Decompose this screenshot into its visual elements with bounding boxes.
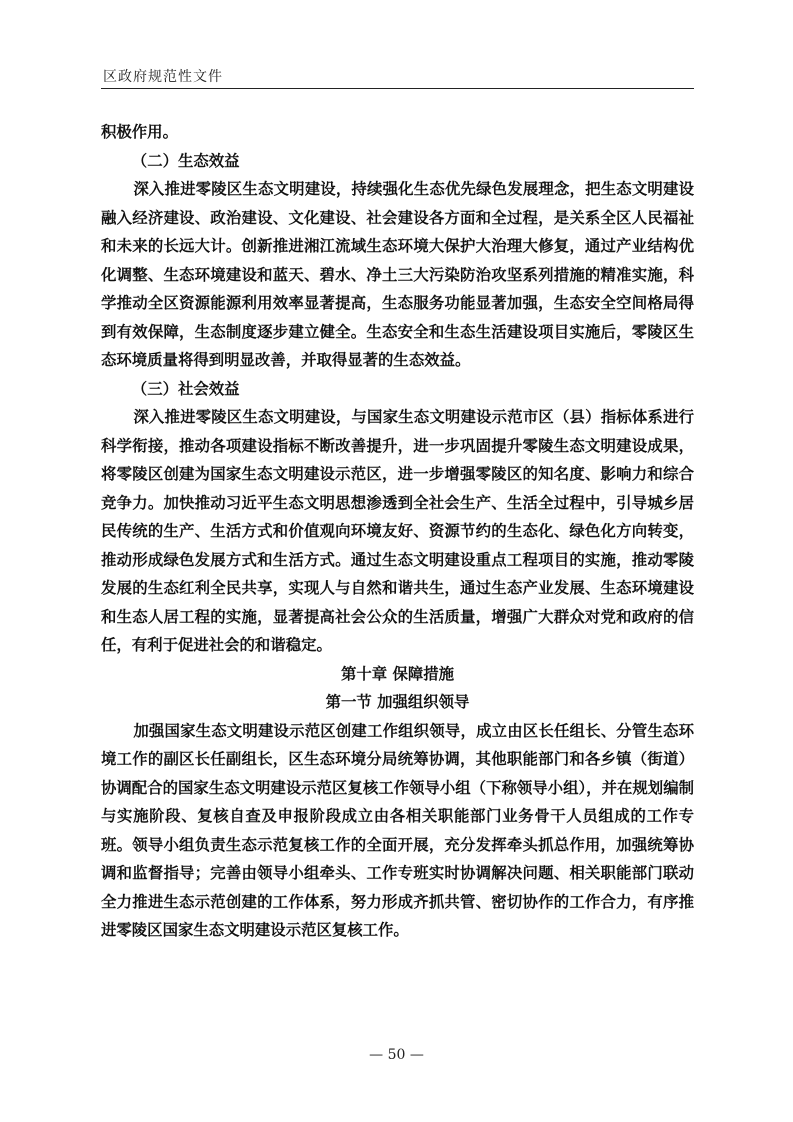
subheading-social-benefit: （三）社会效益 xyxy=(131,379,240,398)
paragraph-social-benefit: 深入推进零陵区生态文明建设，与国家生态文明建设示范市区（县）指标体系进行科学衔接，推动各项建设指标不断改善提升，进一步巩固提升零陵生态文明建设成果，将零陵区创建为国家生态文明建设示范区，进一步增强零陵区的知名度、影响力和综合竞争力。加快推动习近平生态文明思想渗透到全社会生产、生活全过程中，引导城乡居民传统的生产、生活方式和价值观向环境友好、资源节约的生态化、绿色化方向转变，推动形成绿色发展方式和生活方式。通过生态文明建设重点工程项目的实施，推动零陵发展的生态红利全民共享，实现人与自然和谐共生，通过生态产业发展、生态环境建设和生态人居工程的实施，显著提高社会公众的生活质量，增强广大群众对党和政府的信任，有利于促进社会的和谐稳定。 xyxy=(101,408,694,654)
document-body xyxy=(101,118,694,945)
header-title: 区政府规范性文件 xyxy=(103,69,223,85)
section-title: 第一节 加强组织领导 xyxy=(325,693,470,711)
paragraph-ecological-benefit: 深入推进零陵区生态文明建设，持续强化生态优先绿色发展理念，把生态文明建设融入经济建设、政治建设、文化建设、社会建设各方面和全过程，是关系全区人民福祉和未来的长远大计。创新推进湘江流域生态环境大保护大治理大修复，通过产业结构优化调整、生态环境建设和蓝天、碧水、净土三大污染防治攻坚系列措施的精准实施，科学推动全区资源能源利用效率显著提高，生态服务功能显著加强，生态安全空间格局得到有效保障，生态制度逐步建立健全。生态安全和生态生活建设项目实施后，零陵区生态环境质量将得到明显改善，并取得显著的生态效益。 xyxy=(101,180,694,369)
page-number: — 50 — xyxy=(369,1047,424,1063)
subheading-ecological-benefit: （二）生态效益 xyxy=(131,151,240,170)
paragraph-continuation: 积极作用。 xyxy=(101,123,178,141)
page-header xyxy=(101,62,694,89)
paragraph-organization-leadership: 加强国家生态文明建设示范区创建工作组织领导，成立由区长任组长、分管生态环境工作的副区长任副组长，区生态环境分局统筹协调，其他职能部门和各乡镇（街道）协调配合的国家生态文明建设示范区复核工作领导小组（下称领导小组），并在规划编制与实施阶段、复核自查及申报阶段成立由各相关职能部门业务骨干人员组成的工作专班。领导小组负责生态示范复核工作的全面开展，充分发挥牵头抓总作用，加强统筹协调和监督指导；完善由领导小组牵头、工作专班实时协调解决问题、相关职能部门联动全力推进生态示范创建的工作体系，努力形成齐抓共管、密切协作的工作合力，有序推进零陵区国家生态文明建设示范区复核工作。 xyxy=(101,721,694,939)
chapter-title: 第十章 保障措施 xyxy=(340,664,455,683)
